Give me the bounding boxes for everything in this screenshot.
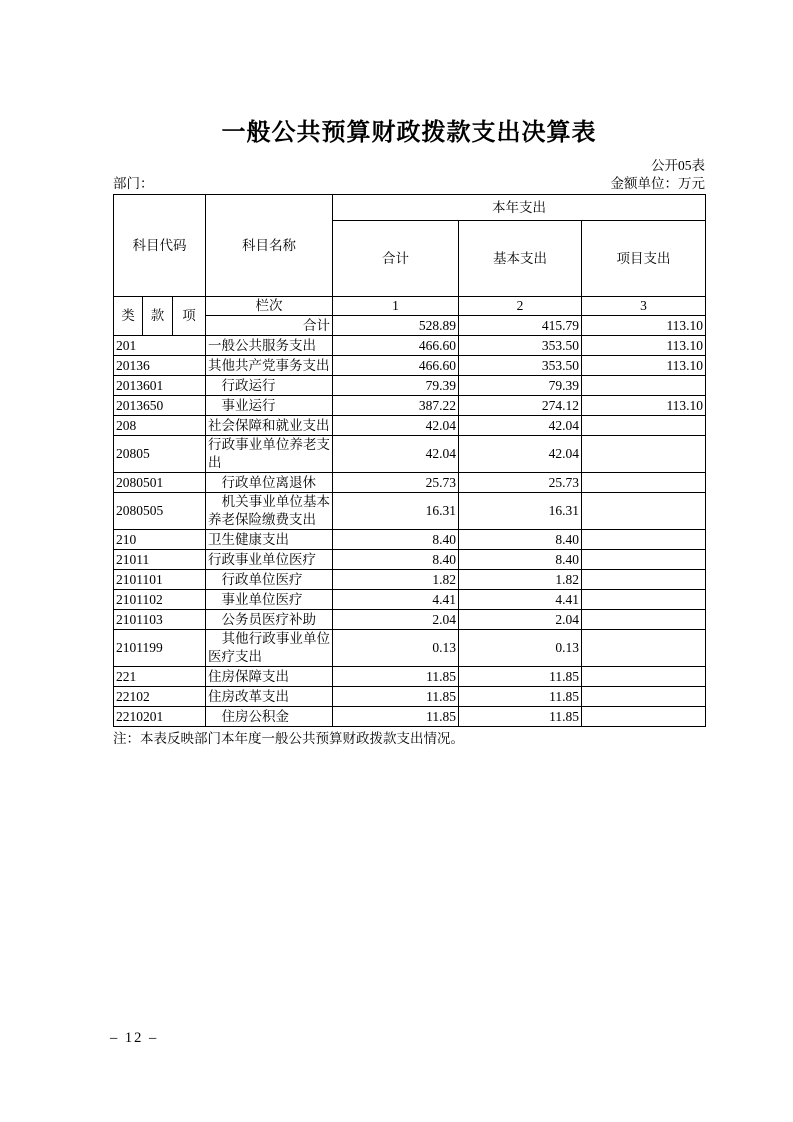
basic-cell: 11.85 (459, 687, 582, 707)
subject-name-cell: 其他共产党事务支出 (206, 356, 333, 376)
table-row (114, 473, 706, 493)
grand-total-project: 113.10 (582, 316, 706, 336)
subject-code-cell: 2101103 (114, 610, 206, 630)
basic-cell: 8.40 (459, 530, 582, 550)
subject-code-cell: 2080501 (114, 473, 206, 493)
table-row (114, 493, 706, 530)
grand-total-basic: 415.79 (459, 316, 582, 336)
table-row (114, 590, 706, 610)
table-row (114, 336, 706, 356)
total-cell: 2.04 (333, 610, 459, 630)
subject-name-cell: 机关事业单位基本养老保险缴费支出 (206, 493, 333, 530)
subject-code-cell: 20805 (114, 436, 206, 473)
basic-cell: 25.73 (459, 473, 582, 493)
subject-code-header: 科目代码 (114, 195, 206, 297)
item-header: 项 (173, 297, 206, 336)
basic-cell: 79.39 (459, 376, 582, 396)
class-header: 类 (114, 297, 143, 336)
grand-total-label: 合计 (206, 316, 333, 336)
basic-cell: 4.41 (459, 590, 582, 610)
subject-name-cell: 卫生健康支出 (206, 530, 333, 550)
subject-name-cell: 社会保障和就业支出 (206, 416, 333, 436)
project-cell (582, 707, 706, 727)
column-index-label: 栏次 (206, 297, 333, 316)
total-cell: 0.13 (333, 630, 459, 667)
project-cell (582, 473, 706, 493)
table-row (114, 396, 706, 416)
subject-code-cell: 22102 (114, 687, 206, 707)
basic-cell: 42.04 (459, 436, 582, 473)
table-row (114, 687, 706, 707)
project-cell (582, 493, 706, 530)
subject-name-cell: 住房保障支出 (206, 667, 333, 687)
grand-total-total: 528.89 (333, 316, 459, 336)
department-label: 部门： (113, 176, 154, 191)
basic-cell: 11.85 (459, 707, 582, 727)
project-cell (582, 610, 706, 630)
column-number-3: 3 (582, 297, 706, 316)
project-cell (582, 436, 706, 473)
subject-name-cell: 行政事业单位养老支出 (206, 436, 333, 473)
basic-cell: 8.40 (459, 550, 582, 570)
subject-name-header: 科目名称 (206, 195, 333, 297)
total-cell: 4.41 (333, 590, 459, 610)
meta-line (113, 175, 705, 193)
basic-cell: 11.85 (459, 667, 582, 687)
total-column-header: 合计 (333, 221, 459, 297)
table-row (114, 416, 706, 436)
table-row (114, 570, 706, 590)
project-cell (582, 570, 706, 590)
subject-name-cell: 行政事业单位医疗 (206, 550, 333, 570)
project-cell: 113.10 (582, 336, 706, 356)
page-title: 一般公共预算财政拨款支出决算表 (221, 119, 597, 146)
subject-code-cell: 2013650 (114, 396, 206, 416)
subject-name-cell: 事业运行 (206, 396, 333, 416)
total-cell: 11.85 (333, 707, 459, 727)
form-code: 公开05表 (651, 158, 705, 173)
page-content (113, 0, 705, 749)
basic-cell: 1.82 (459, 570, 582, 590)
unit-label: 金额单位：万元 (610, 176, 705, 191)
project-cell: 113.10 (582, 356, 706, 376)
subject-code-cell: 201 (114, 336, 206, 356)
basic-cell: 16.31 (459, 493, 582, 530)
project-cell (582, 667, 706, 687)
project-column-header: 项目支出 (582, 221, 706, 297)
basic-cell: 353.50 (459, 356, 582, 376)
subject-name-cell: 行政运行 (206, 376, 333, 396)
subject-name-cell: 事业单位医疗 (206, 590, 333, 610)
total-cell: 8.40 (333, 550, 459, 570)
total-cell: 16.31 (333, 493, 459, 530)
column-number-1: 1 (333, 297, 459, 316)
subject-code-cell: 2013601 (114, 376, 206, 396)
project-cell (582, 630, 706, 667)
project-cell (582, 590, 706, 610)
total-cell: 387.22 (333, 396, 459, 416)
expenditure-table (113, 194, 706, 727)
total-cell: 1.82 (333, 570, 459, 590)
subject-code-cell: 2101101 (114, 570, 206, 590)
subject-code-cell: 20136 (114, 356, 206, 376)
table-row (114, 436, 706, 473)
table-row (114, 707, 706, 727)
table-note: 注：本表反映部门本年度一般公共预算财政拨款支出情况。 (113, 731, 464, 746)
table-row (114, 530, 706, 550)
table-body (114, 336, 706, 727)
project-cell (582, 687, 706, 707)
subject-code-cell: 2210201 (114, 707, 206, 727)
subject-name-cell: 一般公共服务支出 (206, 336, 333, 356)
table-row (114, 550, 706, 570)
total-cell: 11.85 (333, 687, 459, 707)
subject-name-cell: 住房公积金 (206, 707, 333, 727)
basic-cell: 2.04 (459, 610, 582, 630)
subject-code-cell: 2101102 (114, 590, 206, 610)
project-cell (582, 550, 706, 570)
table-row (114, 610, 706, 630)
total-cell: 25.73 (333, 473, 459, 493)
table-row (114, 356, 706, 376)
project-cell (582, 416, 706, 436)
column-number-2: 2 (459, 297, 582, 316)
subject-name-cell: 行政单位离退休 (206, 473, 333, 493)
basic-column-header: 基本支出 (459, 221, 582, 297)
clause-header: 款 (143, 297, 173, 336)
basic-cell: 0.13 (459, 630, 582, 667)
subject-code-cell: 210 (114, 530, 206, 550)
current-year-header: 本年支出 (333, 195, 706, 221)
subject-code-cell: 2080505 (114, 493, 206, 530)
header-row-top (114, 195, 706, 221)
table-row (114, 376, 706, 396)
table-row (114, 667, 706, 687)
project-cell (582, 376, 706, 396)
subject-name-cell: 其他行政事业单位医疗支出 (206, 630, 333, 667)
total-cell: 466.60 (333, 356, 459, 376)
total-cell: 466.60 (333, 336, 459, 356)
total-cell: 42.04 (333, 436, 459, 473)
subject-code-cell: 21011 (114, 550, 206, 570)
subject-code-cell: 221 (114, 667, 206, 687)
basic-cell: 42.04 (459, 416, 582, 436)
project-cell: 113.10 (582, 396, 706, 416)
subject-name-cell: 公务员医疗补助 (206, 610, 333, 630)
basic-cell: 353.50 (459, 336, 582, 356)
table-row (114, 630, 706, 667)
header-row-index (114, 297, 706, 316)
basic-cell: 274.12 (459, 396, 582, 416)
page-number: – 12 – (110, 1030, 159, 1046)
subject-code-cell: 208 (114, 416, 206, 436)
total-cell: 11.85 (333, 667, 459, 687)
total-cell: 8.40 (333, 530, 459, 550)
subject-code-cell: 2101199 (114, 630, 206, 667)
subject-name-cell: 住房改革支出 (206, 687, 333, 707)
total-cell: 79.39 (333, 376, 459, 396)
total-cell: 42.04 (333, 416, 459, 436)
project-cell (582, 530, 706, 550)
subject-name-cell: 行政单位医疗 (206, 570, 333, 590)
